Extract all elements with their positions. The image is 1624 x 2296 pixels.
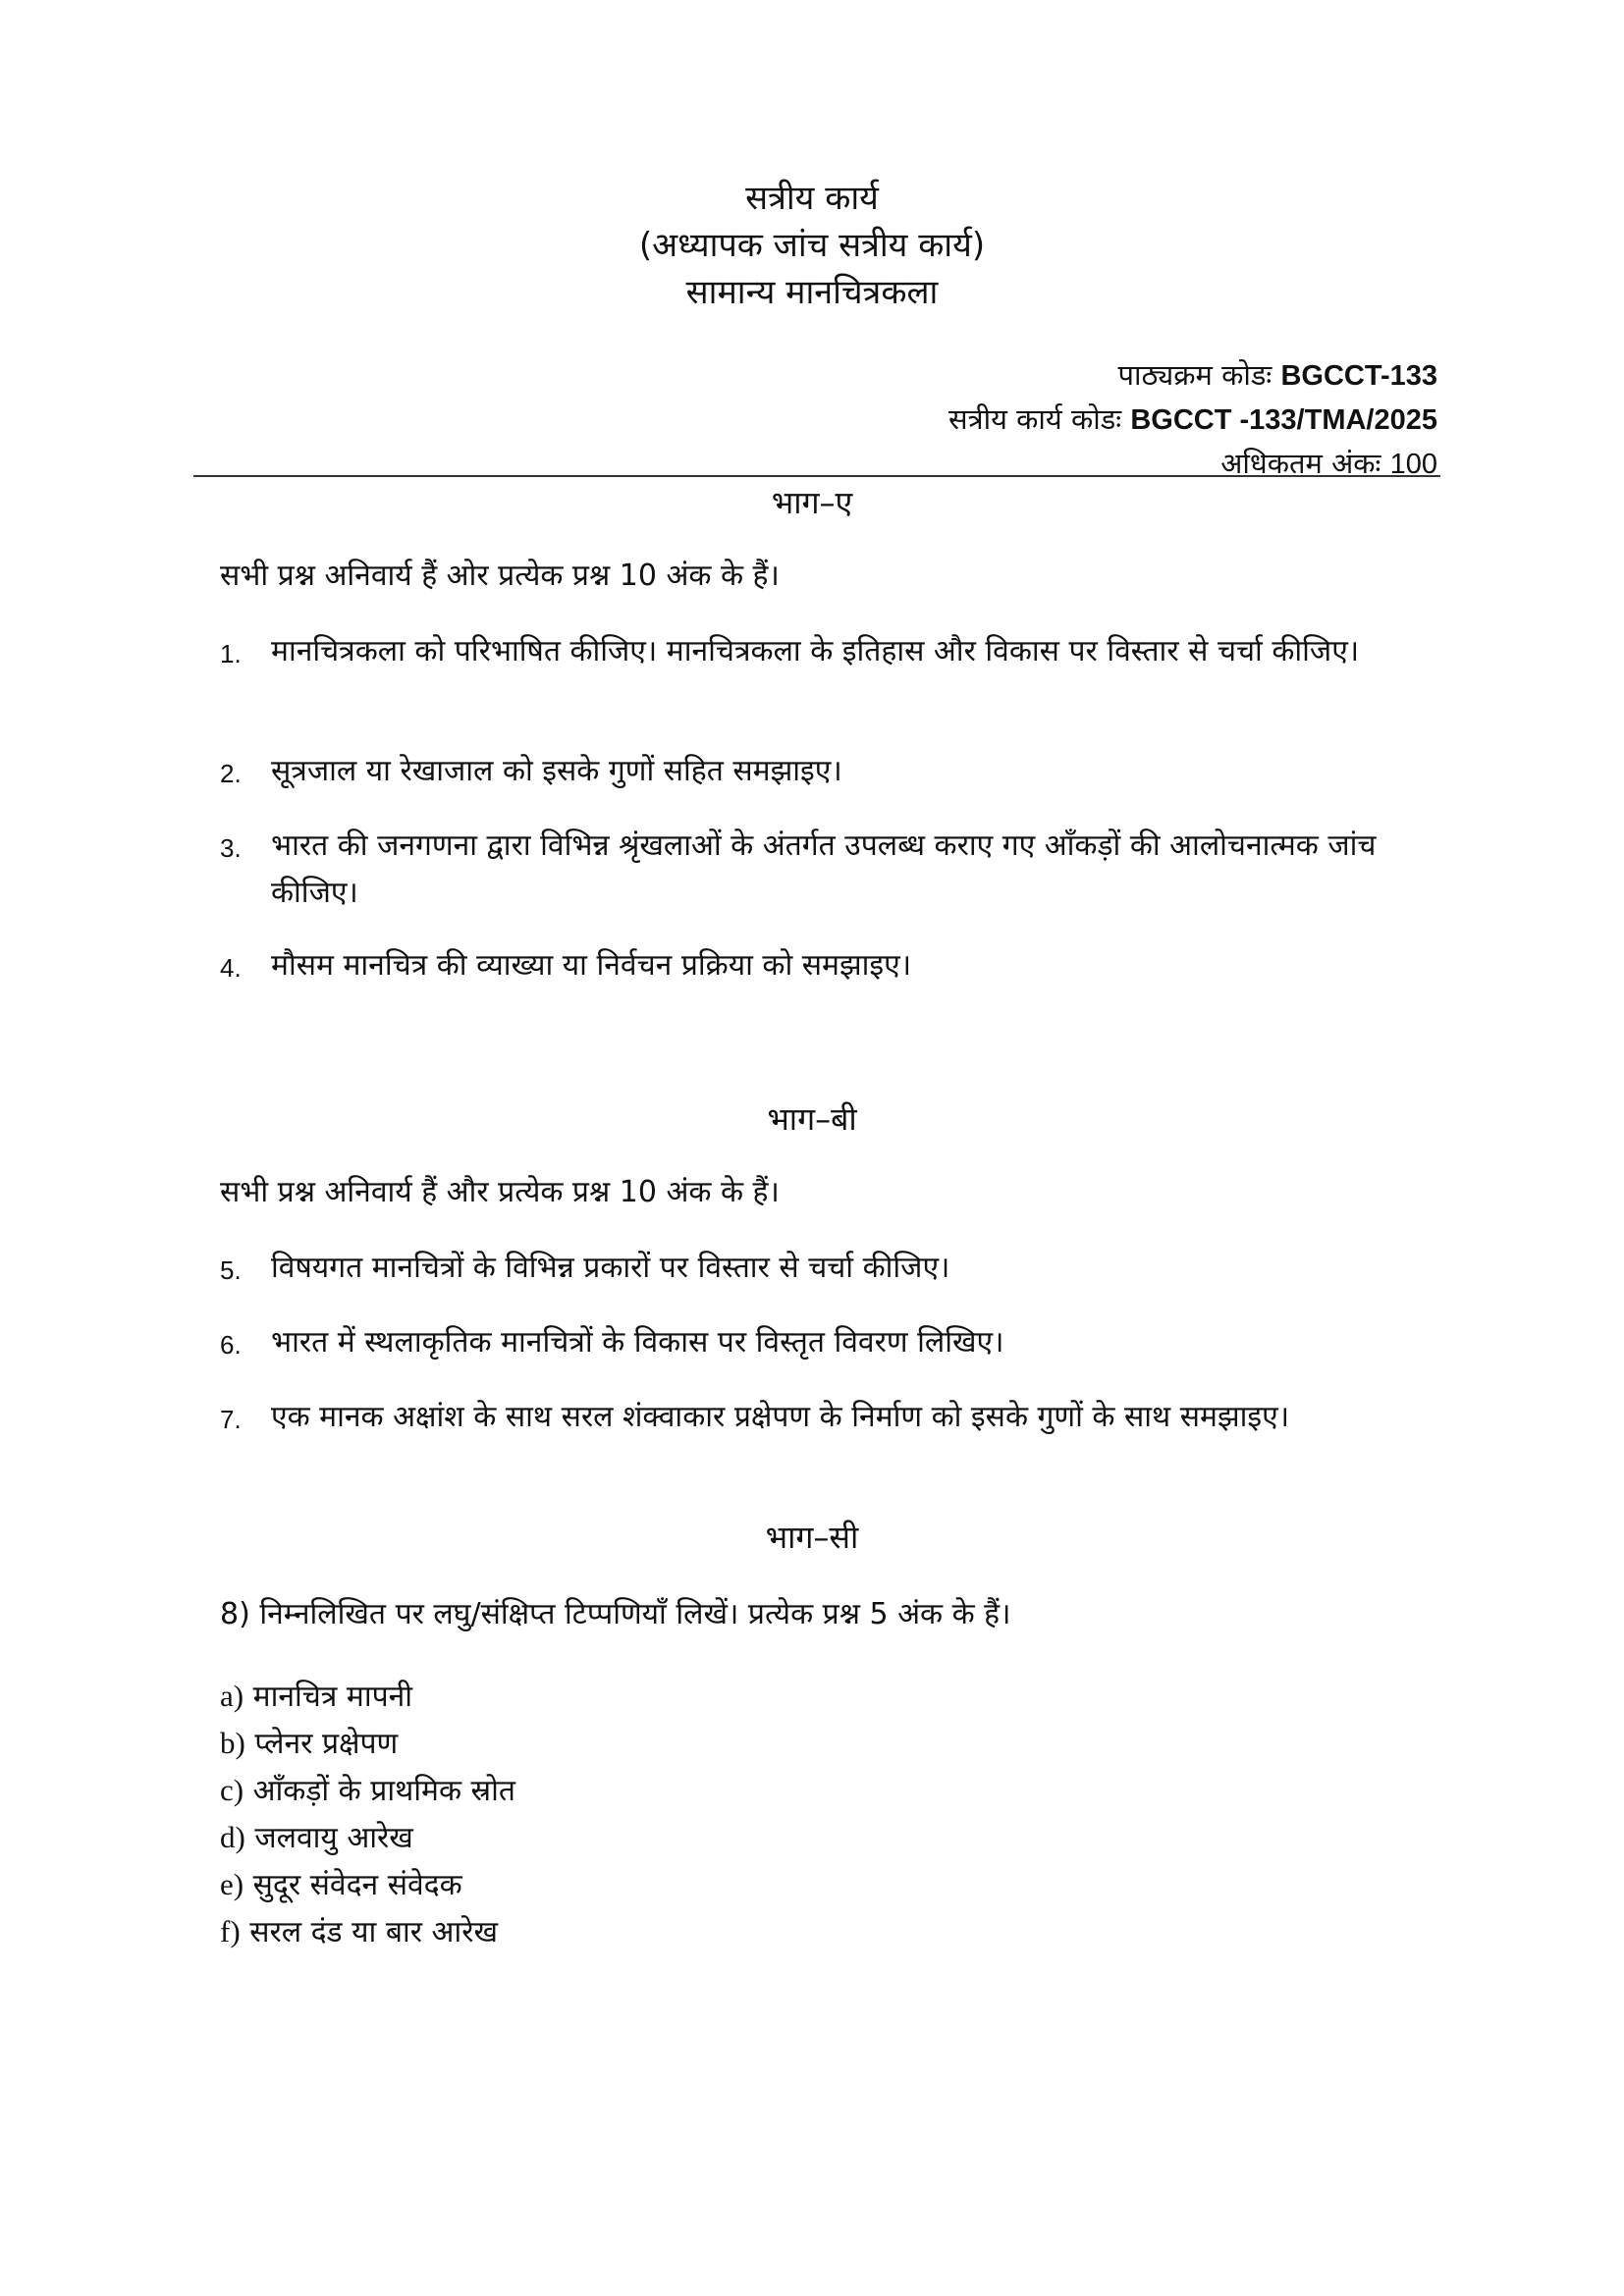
question-text: मानचित्रकला को परिभाषित कीजिए। मानचित्रकला के इतिहास और विकास पर विस्तार से चर्चा कीजिए। <box>271 634 1360 668</box>
question-text: सूत्रजाल या रेखाजाल को इसके गुणों सहित समझाइए। <box>271 754 842 788</box>
section-c-title: भाग–सी <box>765 1519 859 1556</box>
question-7 <box>220 1394 1437 1441</box>
question-number: 3. <box>220 833 242 863</box>
short-notes-list <box>220 1673 515 1955</box>
question-1 <box>220 628 1437 675</box>
max-marks-row <box>948 442 1437 486</box>
question-number: 7. <box>220 1405 242 1434</box>
assignment-code-label: सत्रीय कार्य कोडः <box>947 402 1131 436</box>
question-number: 1. <box>220 639 242 668</box>
section-a-instruction: सभी प्रश्न अनिवार्य हैं ओर प्रत्येक प्रश्न 10 अंक के हैं। <box>220 559 780 593</box>
max-marks-label: अधिकतम अंकः <box>1220 447 1390 480</box>
question-4 <box>220 942 1437 989</box>
header-subtitle: (अध्यापक जांच सत्रीय कार्य) <box>638 226 986 265</box>
list-item <box>220 1673 515 1720</box>
document-header <box>0 175 1624 316</box>
question-6 <box>220 1319 1437 1366</box>
section-c-instruction: 8) निम्नलिखित पर लघु/संक्षिप्त टिप्पणियाँ लिखें। प्रत्येक प्रश्न 5 अंक के हैं। <box>220 1597 1011 1631</box>
item-letter: b) <box>220 1726 245 1760</box>
section-b-title: भाग–बी <box>767 1100 857 1138</box>
section-b-instruction: सभी प्रश्न अनिवार्य हैं और प्रत्येक प्रश्न 10 अंक के हैं। <box>220 1175 780 1209</box>
question-number: 6. <box>220 1330 242 1360</box>
item-text: आँकड़ों के प्राथमिक स्रोत <box>244 1774 516 1808</box>
question-3 <box>220 823 1437 917</box>
item-letter: a) <box>220 1679 244 1713</box>
item-letter: e) <box>220 1867 244 1901</box>
assignment-code-value: BGCCT -133/TMA/2025 <box>1130 404 1437 436</box>
assignment-code-row <box>948 398 1437 442</box>
question-number: 2. <box>220 759 242 788</box>
item-text: सरल दंड या बार आरेख <box>240 1915 499 1949</box>
question-text: एक मानक अक्षांश के साथ सरल शंक्वाकार प्रक्षेपण के निर्माण को इसके गुणों के साथ समझाइए। <box>271 1400 1290 1434</box>
header-title: सत्रीय कार्य <box>745 179 879 218</box>
question-text: भारत में स्थलाकृतिक मानचित्रों के विकास पर विस्तृत विवरण लिखिए। <box>271 1325 1004 1360</box>
list-item <box>220 1720 515 1767</box>
item-letter: d) <box>220 1820 245 1854</box>
list-item <box>220 1767 515 1814</box>
max-marks-value: 100 <box>1389 449 1437 480</box>
header-divider <box>193 475 1440 477</box>
course-code-row <box>948 353 1437 398</box>
item-text: सुदूर संवेदन संवेदक <box>244 1868 462 1902</box>
question-number: 4. <box>220 953 242 983</box>
section-a-title: भाग–ए <box>771 484 853 521</box>
course-code-label: पाठ्यक्रम कोडः <box>1117 358 1281 392</box>
item-text: जलवायु आरेख <box>244 1821 413 1855</box>
course-code-value: BGCCT-133 <box>1280 360 1437 392</box>
item-letter: f) <box>220 1914 241 1949</box>
question-number: 5. <box>220 1255 242 1285</box>
list-item <box>220 1861 515 1908</box>
question-2 <box>220 748 1437 795</box>
question-text: मौसम मानचित्र की व्याख्या या निर्वचन प्रक्रिया को समझाइए। <box>271 948 912 983</box>
list-item <box>220 1908 515 1955</box>
course-meta <box>948 353 1437 486</box>
list-item <box>220 1814 515 1861</box>
item-text: प्लेनर प्रक्षेपण <box>244 1727 399 1761</box>
question-text: विषयगत मानचित्रों के विभिन्न प्रकारों पर विस्तार से चर्चा कीजिए। <box>271 1251 950 1285</box>
question-text: भारत की जनगणना द्वारा विभिन्न श्रृंखलाओं के अंतर्गत उपलब्ध कराए गए आँकड़ों की आलोचनात्मक जांच कीजिए। <box>271 828 1377 910</box>
header-course-name: सामान्य मानचित्रकला <box>685 273 939 312</box>
item-text: मानचित्र मापनी <box>244 1680 413 1714</box>
item-letter: c) <box>220 1773 244 1807</box>
question-5 <box>220 1245 1437 1292</box>
